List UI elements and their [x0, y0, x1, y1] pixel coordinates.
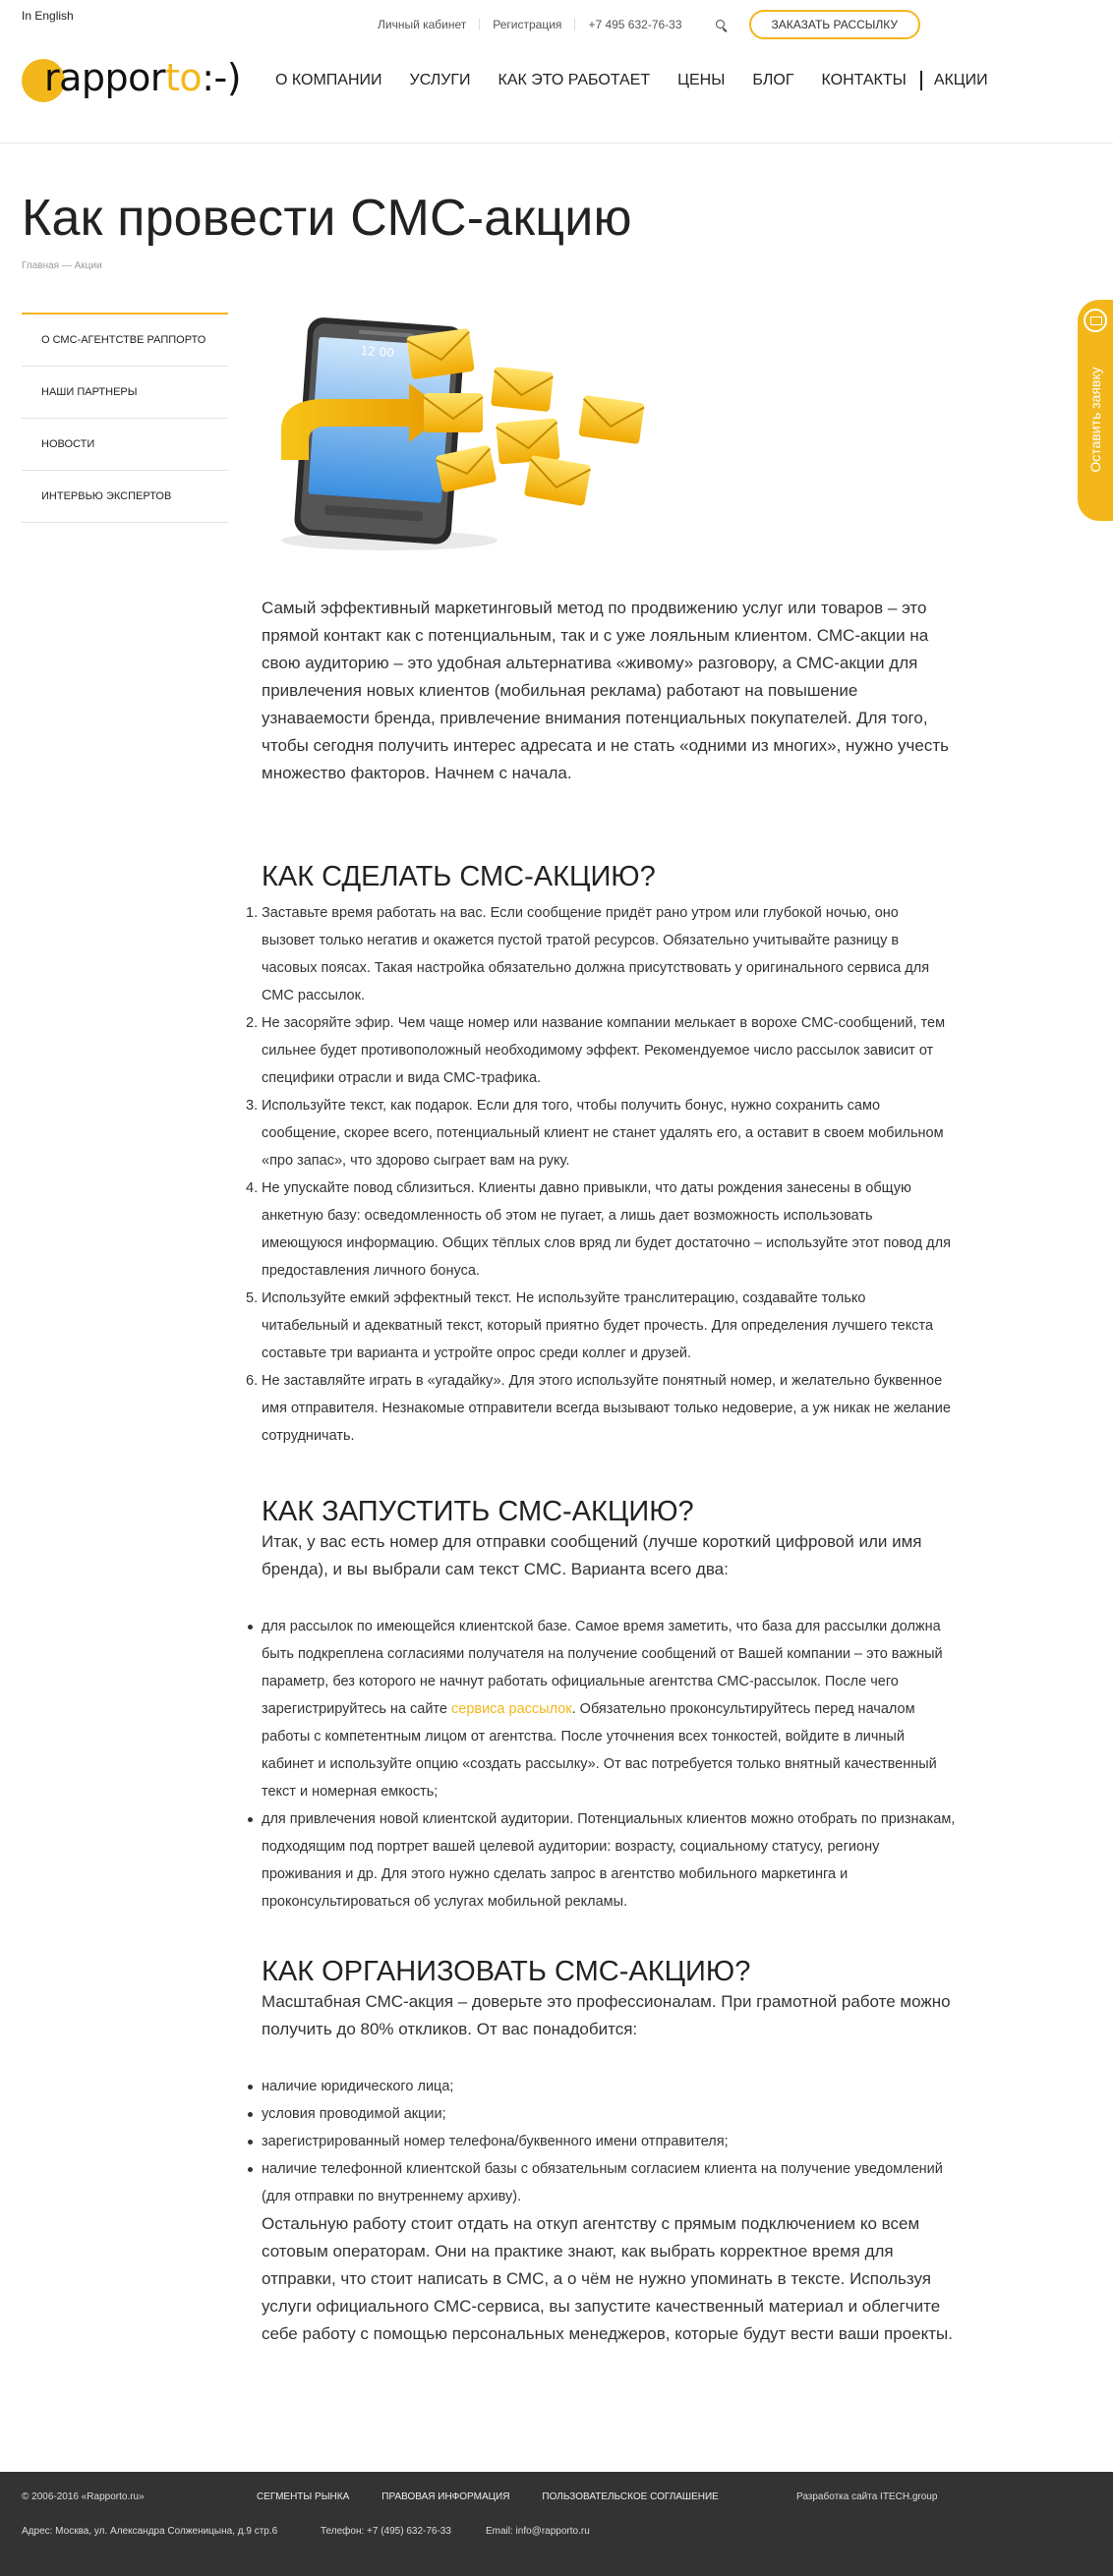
list-item: для привлечения новой клиентской аудитории. Потенциальных клиентов можно отобрать по признакам, подходящим под портрет вашей целевой аудитории: возрасту, социальному статусу, региону проживания и др. Для этого нужно сделать запрос в агентство мобильного маркетинга и проконсультироваться об услугах мобильной рекламы.: [262, 1805, 956, 1916]
register-link[interactable]: Регистрация: [479, 19, 574, 30]
launch-options-list: [262, 1613, 956, 1916]
section-title-how-to-launch: КАК ЗАПУСТИТЬ СМС-АКЦИЮ?: [262, 1496, 694, 1527]
leave-request-tab[interactable]: [1078, 300, 1113, 521]
list-item: 6. Не заставляйте играть в «угадайку». Для этого используйте понятный номер, и желательно буквенное имя отправителя. Незнакомые отправители всегда вызывают только недоверие, а уж никак не желание сотрудничать.: [246, 1373, 951, 1444]
nav-about[interactable]: О КОМПАНИИ: [275, 72, 382, 88]
section-lead: Масштабная СМС-акция – доверьте это профессионалам. При грамотной работе можно получить до 80% откликов. От вас понадобится:: [262, 1992, 951, 2038]
footer-link-market-segments[interactable]: СЕГМЕНТЫ РЫНКА: [257, 2491, 350, 2502]
footer-email[interactable]: Email: info@rapporto.ru: [486, 2526, 590, 2537]
sidebar: [22, 313, 228, 523]
sidebar-item-news[interactable]: НОВОСТИ: [22, 419, 228, 471]
closing-paragraph: Остальную работу стоит отдать на откуп агентству с прямым подключением ко всем сотовым операторам. Они на практике знают, как выбрать корректное время для отправки, что стоит написать в СМС, а о чём не нужно упоминать в тексте. Используя услуги официального СМС-сервиса, вы запустите качественный материал и облегчите себе работу с помощью персональных менеджеров, которые будут вести ваши проекты.: [262, 2214, 953, 2343]
list-item: 5. Используйте емкий эффектный текст. Не используйте транслитерацию, создавайте только читабельный и адекватный текст, который приятно будет прочесть. Для определения лучшего текста составьте три варианта и устройте опрос среди коллег и друзей.: [246, 1290, 934, 1361]
footer-link-user-agreement[interactable]: ПОЛЬЗОВАТЕЛЬСКОЕ СОГЛАШЕНИЕ: [542, 2491, 719, 2502]
account-link[interactable]: Личный кабинет: [378, 18, 467, 31]
steps-list: [246, 899, 956, 1450]
section-lead: Итак, у вас есть номер для отправки сообщений (лучше короткий цифровой или имя бренда), и вы выбрали сам текст СМС. Варианта всего два:: [262, 1532, 922, 1578]
footer-links: [257, 2491, 751, 2502]
footer-address: Адрес: Москва, ул. Александра Солженицына, д.9 стр.6: [22, 2526, 278, 2537]
copyright: © 2006-2016 «Rapporto.ru»: [22, 2491, 145, 2502]
developer-credit[interactable]: Разработка сайта ITECH.group: [796, 2491, 938, 2502]
list-item: зарегистрированный номер телефона/буквенного имени отправителя;: [262, 2128, 956, 2155]
svg-text:12 00: 12 00: [360, 343, 395, 361]
footer-link-legal-info[interactable]: ПРАВОВАЯ ИНФОРМАЦИЯ: [381, 2491, 510, 2502]
list-item: для рассылок по имеющейся клиентской базе. Самое время заметить, что база для рассылки должна быть подкреплена согласиями получателя на получение сообщений от Вашей компании – это важный параметр, без которого не начнут работать официальные агентства СМС-рассылок. После чего зарегистрируйтесь на сайте сервиса рассылок. Обязательно проконсультируйтесь перед началом работы с компетентным лицом от агентства. После уточнения всех тонкостей, войдите в личный кабинет и используйте опцию «создать рассылку». От вас потребуется только внятный качественный текст и номерная емкость;: [262, 1613, 956, 1805]
breadcrumb[interactable]: Главная — Акции: [22, 260, 102, 271]
requirements-list: [262, 2073, 956, 2210]
main-nav: [275, 71, 1016, 90]
list-item: наличие юридического лица;: [262, 2073, 956, 2100]
footer: [0, 2472, 1113, 2576]
search-icon[interactable]: [715, 19, 728, 31]
section-title-how-to-organize: КАК ОРГАНИЗОВАТЬ СМС-АКЦИЮ?: [262, 1956, 751, 1987]
nav-blog[interactable]: БЛОГ: [752, 72, 794, 88]
sidebar-item-expert-interviews[interactable]: ИНТЕРВЬЮ ЭКСПЕРТОВ: [22, 471, 228, 523]
envelope-graphics: [406, 328, 644, 506]
sidebar-item-about-agency[interactable]: О СМС-АГЕНТСТВЕ РАППОРТО: [22, 315, 228, 367]
page-title: Как провести СМС-акцию: [22, 190, 632, 247]
list-item: 1. Заставьте время работать на вас. Если сообщение придёт рано утром или глубокой ночью, оно вызовет только негатив и окажется пустой тратой ресурсов. Обязательно учитывайте разницу в часовых поясах. Такая настройка обязательно должна присутствовать у оригинального сервиса для СМС рассылок.: [246, 905, 930, 1003]
list-item: 2. Не засоряйте эфир. Чем чаще номер или название компании мелькает в ворохе СМС-сообщений, тем сильнее будет противоположный необходимому эффект. Рекомендуемое число рассылок зависит от специфики отрасли и вида СМС-трафика.: [246, 1015, 946, 1086]
sidebar-item-partners[interactable]: НАШИ ПАРТНЕРЫ: [22, 367, 228, 419]
nav-services[interactable]: УСЛУГИ: [409, 72, 471, 88]
nav-contacts[interactable]: КОНТАКТЫ: [821, 72, 907, 88]
list-item: наличие телефонной клиентской базы с обязательным согласием клиента на получение уведомлений (для отправки по внутреннему архиву).: [262, 2155, 956, 2210]
envelope-icon: [1084, 309, 1107, 332]
logo-text: rapporto:-): [44, 56, 242, 99]
mailing-service-link[interactable]: сервиса рассылок: [451, 1701, 572, 1717]
intro-paragraph: Самый эффективный маркетинговый метод по продвижению услуг или товаров – это прямой контакт как с потенциальным, так и с уже лояльным клиентом. СМС-акции на свою аудиторию – это удобная альтернатива «живому» разговору, а СМС-акции для привлечения новых клиентов (мобильная реклама) работают на повышение узнаваемости бренда, привлечение внимания потенциальных покупателей. Для того, чтобы сегодня получить интерес адресата и не стать «одними из многих», нужно учесть множество факторов. Начнем с начала.: [262, 599, 950, 782]
logo[interactable]: [22, 54, 248, 103]
section-title-how-to-make: КАК СДЕЛАТЬ СМС-АКЦИЮ?: [262, 861, 656, 892]
language-link[interactable]: In English: [22, 9, 74, 23]
footer-phone[interactable]: Телефон: +7 (495) 632-76-33: [321, 2526, 451, 2537]
subscribe-button[interactable]: ЗАКАЗАТЬ РАССЫЛКУ: [749, 10, 920, 39]
nav-separator: [920, 71, 922, 90]
leave-request-label: Оставить заявку: [1087, 367, 1103, 473]
list-item: условия проводимой акции;: [262, 2100, 956, 2128]
top-bar: [374, 12, 920, 37]
list-item: 4. Не упускайте повод сблизиться. Клиенты давно привыкли, что даты рождения занесены в общую анкетную базу: осведомленность об этом не пугает, а лишь дает возможность использовать имеющуюся информацию. Общих тёплых слов вряд ли будет достаточно – используйте этот повод для предоставления личного бонуса.: [246, 1180, 951, 1279]
phone-link[interactable]: +7 495 632-76-33: [574, 19, 694, 30]
nav-how-it-works[interactable]: КАК ЭТО РАБОТАЕТ: [498, 72, 651, 88]
list-item: 3. Используйте текст, как подарок. Если для того, чтобы получить бонус, нужно сохранить само сообщение, скорее всего, потенциальный клиент не станет удалять его, а оставит в своем мобильном «про запас», что здорово сыграет вам на руку.: [246, 1098, 944, 1169]
nav-promotions[interactable]: АКЦИИ: [933, 72, 988, 88]
article: [246, 313, 956, 2348]
nav-prices[interactable]: ЦЕНЫ: [677, 72, 726, 88]
hero-phone-envelopes-image: [262, 313, 690, 558]
